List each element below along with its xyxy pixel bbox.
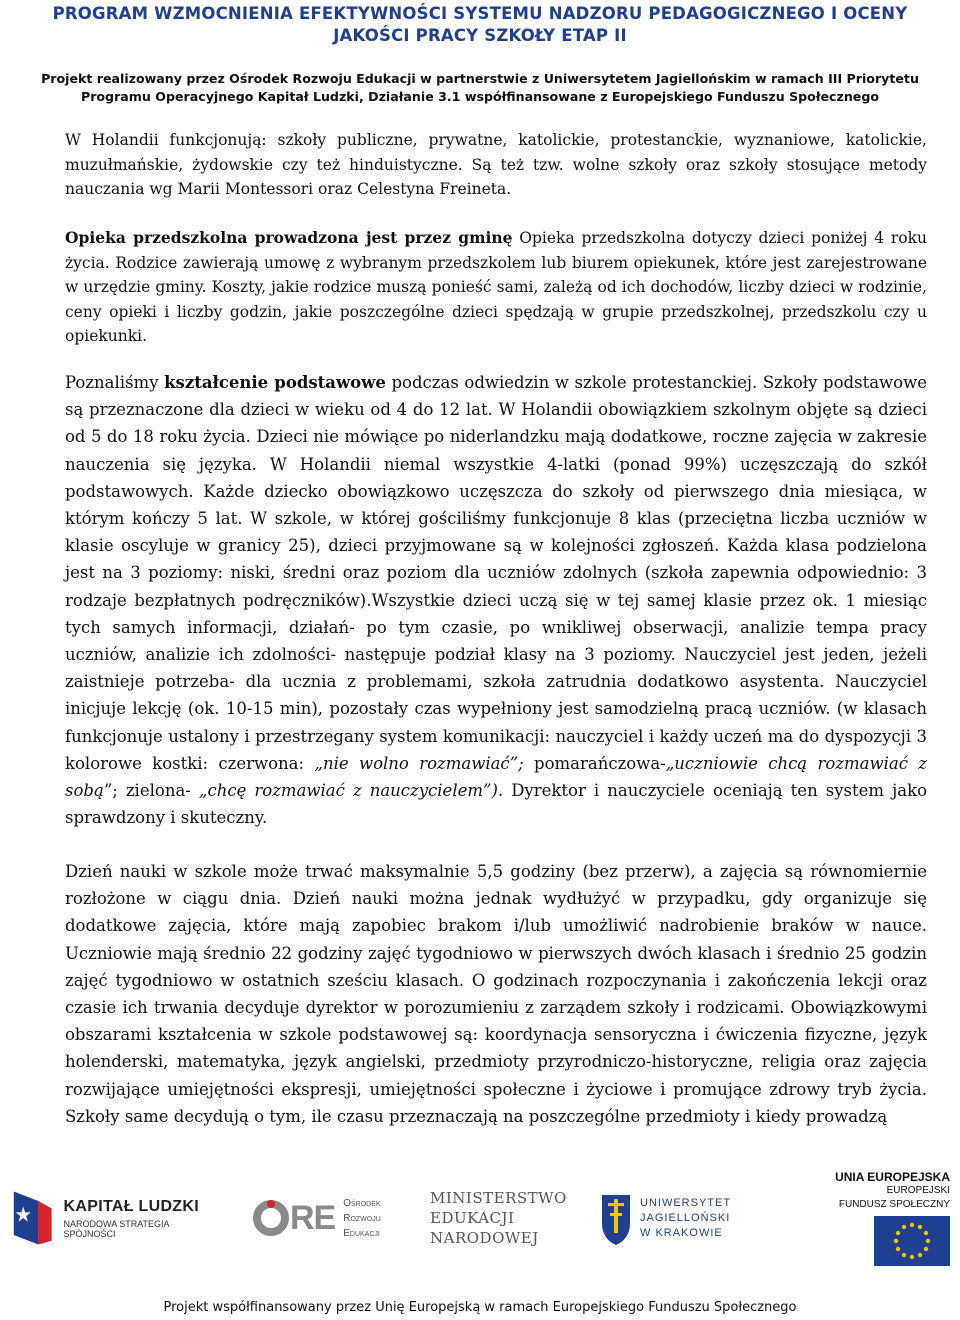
primary-text-e: Dyrektor i nauczyciele oceniają ten system jako sprawdzony i skuteczny. — [65, 781, 927, 828]
orange-cube-quote: „uczniowie chcą rozmawiać z sobą — [65, 753, 927, 801]
preschool-heading: Opieka przedszkolna prowadzona jest przez gminę — [65, 228, 513, 247]
men-line3: NARODOWEJ — [430, 1229, 539, 1247]
ore-ring-icon — [252, 1198, 290, 1238]
uj-crest-icon — [598, 1189, 634, 1247]
uj-line2: JAGIELLOŃSKI — [640, 1211, 731, 1224]
ore-logo — [252, 1170, 412, 1266]
primary-heading: kształcenie podstawowe — [164, 373, 386, 392]
ore-letters: RE — [290, 1198, 336, 1237]
ore-name-line2: Rozwoju — [343, 1212, 381, 1224]
header-title-line2: JAKOŚCI PRACY SZKOŁY ETAP II — [333, 26, 627, 45]
paragraph-primary-education — [65, 369, 927, 831]
primary-text-c: pomarańczowa- — [523, 753, 666, 773]
primary-text-a: Poznaliśmy — [65, 373, 165, 392]
header-subtitle-line1: Projekt realizowany przez Ośrodek Rozwoju Edukacji w partnerstwie z Uniwersytetem Jagiellońskim w ramach III Priorytetu — [41, 71, 919, 86]
eu-flag-icon — [874, 1216, 950, 1266]
ore-name-line1: Ośrodek — [343, 1197, 381, 1209]
men-logo — [430, 1170, 570, 1266]
men-line2: EDUKACJI — [430, 1209, 515, 1227]
header-subtitle — [0, 70, 960, 106]
paragraph-preschool-care — [65, 226, 927, 349]
uj-line3: W KRAKOWIE — [640, 1226, 723, 1239]
uj-logo — [598, 1170, 748, 1266]
header-title-line1: PROGRAM WZMOCNIENIA EFEKTYWNOŚCI SYSTEMU NADZORU PEDAGOGICZNEGO I OCENY — [52, 4, 908, 23]
kapital-ludzki-logo — [10, 1170, 215, 1266]
paragraph-school-types: W Holandii funkcjonują: szkoły publiczne, prywatne, katolickie, protestanckie, wyznaniowe, katolickie, muzułmańskie, żydowskie czy też hinduistyczne. Są też tzw. wolne szkoły oraz szkoły stosujące metody nauczania wg Marii Montessori oraz Celestyna Freineta. — [65, 131, 927, 198]
men-line1: MINISTERSTWO — [430, 1189, 567, 1207]
footer-note: Projekt współfinansowany przez Unię Europejską w ramach Europejskiego Funduszu Społecznego — [163, 1300, 797, 1315]
ore-name-line3: Edukacji — [343, 1227, 380, 1239]
primary-text-d: ”; zielona- — [103, 781, 199, 801]
eu-line3: FUNDUSZ SPOŁECZNY — [838, 1199, 950, 1210]
eu-line2: EUROPEJSKI — [886, 1185, 950, 1196]
preschool-text: Opieka przedszkolna dotyczy dzieci poniżej 4 roku życia. Rodzice zawierają umowę z wybranym przedszkolem lub biurem opiekunek, które jest zarejestrowane w urzędzie gminy. Koszty, jakie rodzice muszą ponieść sami, zależą od ich dochodów, liczby dzieci w rodzinie, ceny opieki i liczby godzin, jakie poszczególne dzieci spędzają w grupie przedszkolnej, przedszkolu czy u opiekunki. — [65, 229, 927, 345]
eu-line1: UNIA EUROPEJSKA — [835, 1170, 950, 1184]
kapital-ludzki-emblem-icon — [10, 1186, 54, 1250]
uj-line1: UNIWERSYTET — [640, 1196, 732, 1209]
green-cube-quote: „chcę rozmawiać z nauczycielem”). — [198, 781, 504, 801]
kapital-ludzki-subtitle: NARODOWA STRATEGIA SPÓJNOŚCI — [63, 1218, 170, 1239]
header-title — [0, 3, 960, 47]
primary-text-b: podczas odwiedzin w szkole protestanckiej. Szkoły podstawowe są przeznaczone dla dzieci w wieku od 4 do 12 lat. W Holandii obowiązkiem szkolnym objęte są dzieci od 5 do 18 roku życia. Dzieci nie mówiące po niderlandzku mają dodatkowe, roczne zajęcia w zakresie nauczenia się języka. W Holandii niemal wszystkie 4-latki (ponad 99%) uczęszczają do szkół podstawowych. Każde dziecko obowiązkowo uczęszcza do szkoły od pierwszego dnia miesiąca, w którym kończy 5 lat. W szkole, w której gościliśmy funkcjonuje 8 klas (przeciętna liczba uczniów w klasie oscyluje w granicy 25), dzieci przyjmowane są w kolejności zgłoszeń. Każda klasa podzielona jest na 3 poziomy: niski, średni oraz poziom dla uczniów zdolnych (szkoła zapewnia odpowiednio: 3 rodzaje bezpłatnych podręczników).Wszystkie dzieci uczą się w tej samej klasie przez ok. 1 miesiąc tych samych informacji, działań- po tym czasie, po wnikliwej obserwacji, analizie tempa pracy uczniów, analizie ich zdolności- następuje podział klasy na 3 poziomy. Nauczyciel jest jeden, jeżeli zaistnieje potrzeba- dla ucznia z problemami, szkoła zatrudnia dodatkowo asystenta. Nauczyciel inicjuje lekcję (ok. 10-15 min), pozostały czas wypełniony jest samodzielną pracą uczniów. (w klasach funkcjonuje ustalony i przestrzegany system komunikacji: nauczyciel i każdy uczeń ma do dyspozycji 3 kolorowe kostki: czerwona: — [65, 373, 927, 773]
header-subtitle-line2: Programu Operacyjnego Kapitał Ludzki, Działanie 3.1 współfinansowane z Europejskiego Funduszu Społecznego — [80, 89, 880, 104]
ore-mark — [252, 1198, 335, 1238]
sponsor-logos — [0, 1170, 960, 1270]
red-cube-quote: „nie wolno rozmawiać”; — [314, 753, 524, 773]
kapital-ludzki-title: KAPITAŁ LUDZKI — [63, 1197, 199, 1215]
eu-logo — [760, 1170, 950, 1266]
paragraph-school-day: Dzień nauki w szkole może trwać maksymalnie 5,5 godziny (bez przerw), a zajęcia są równomiernie rozłożone w ciągu dnia. Dzień nauki można jednak wydłużyć w przypadku, gdy organizuje się dodatkowe zajęcia, które mają zapobiec brakom i/lub umożliwić nadrobienie braków w nauce. Uczniowie mają średnio 22 godziny zajęć tygodniowo w pierwszych dwóch klasach i średnio 25 godzin zajęć tygodniowo w ostatnich sześciu klasach. O godzinach rozpoczynania i zakończenia lekcji oraz czasie ich trwania decyduje dyrektor w porozumieniu z zarządem szkoły i rodzicami. Obowiązkowymi obszarami kształcenia w szkole podstawowej są: koordynacja sensoryczna i ćwiczenia fizyczne, język holenderski, matematyka, język angielski, przedmioty przyrodniczo-historyczne, religia oraz zajęcia rozwijające umiejętności ekspresji, umiejętności społeczne i życiowe i promujące zdrowy tryb życia. Szkoły same decydują o tym, ile czasu przeznaczają na poszczególne przedmioty i kiedy prowadzą — [65, 862, 927, 1126]
